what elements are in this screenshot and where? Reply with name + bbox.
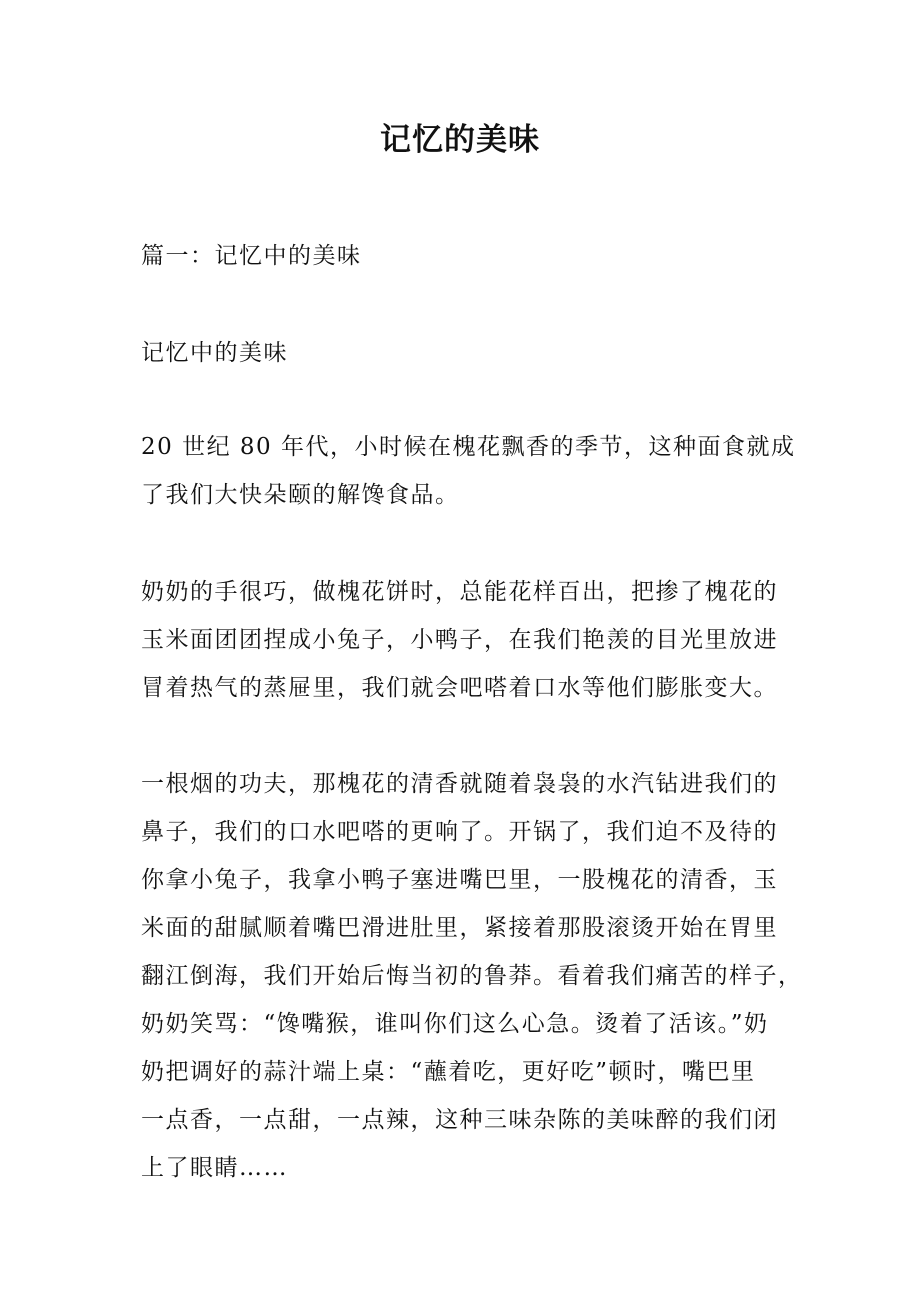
paragraph-line: 冒着热气的蒸屉里，我们就会吧嗒着口水等他们膨胀变大。 [141, 675, 778, 701]
paragraph-line: 上了眼睛…… [141, 1155, 288, 1181]
paragraph-line: 奶奶笑骂：“馋嘴猴，谁叫你们这么心急。烫着了活该。”奶 [141, 1011, 769, 1037]
paragraph-line: 一点香，一点甜，一点辣，这种三味杂陈的美味醉的我们闭 [141, 1107, 778, 1133]
paragraph-line: 奶奶的手很巧，做槐花饼时，总能花样百出，把掺了槐花的 [141, 579, 778, 605]
section-subtitle: 记忆中的美味 [141, 340, 288, 366]
paragraph-line: 米面的甜腻顺着嘴巴滑进肚里，紧接着那股滚烫开始在胃里 [141, 915, 778, 941]
paragraph-line: 一根烟的功夫，那槐花的清香就随着袅袅的水汽钻进我们的 [141, 771, 778, 797]
paragraph-line: 鼻子，我们的口水吧嗒的更响了。开锅了，我们迫不及待的 [141, 819, 778, 845]
document-title: 记忆的美味 [380, 122, 540, 158]
paragraph-line: 了我们大快朵颐的解馋食品。 [141, 482, 460, 508]
paragraph-line: 奶把调好的蒜汁端上桌：“蘸着吃，更好吃”顿时，嘴巴里 [141, 1059, 756, 1085]
paragraph-line: 20 世纪 80 年代，小时候在槐花飘香的季节，这种面食就成 [141, 434, 796, 460]
section-heading: 篇一：记忆中的美味 [141, 243, 362, 269]
paragraph-line: 翻江倒海，我们开始后悔当初的鲁莽。看着我们痛苦的样子， [141, 963, 803, 989]
paragraph-line: 你拿小兔子，我拿小鸭子塞进嘴巴里，一股槐花的清香，玉 [141, 867, 778, 893]
paragraph-line: 玉米面团团捏成小兔子，小鸭子，在我们艳羡的目光里放进 [141, 627, 778, 653]
